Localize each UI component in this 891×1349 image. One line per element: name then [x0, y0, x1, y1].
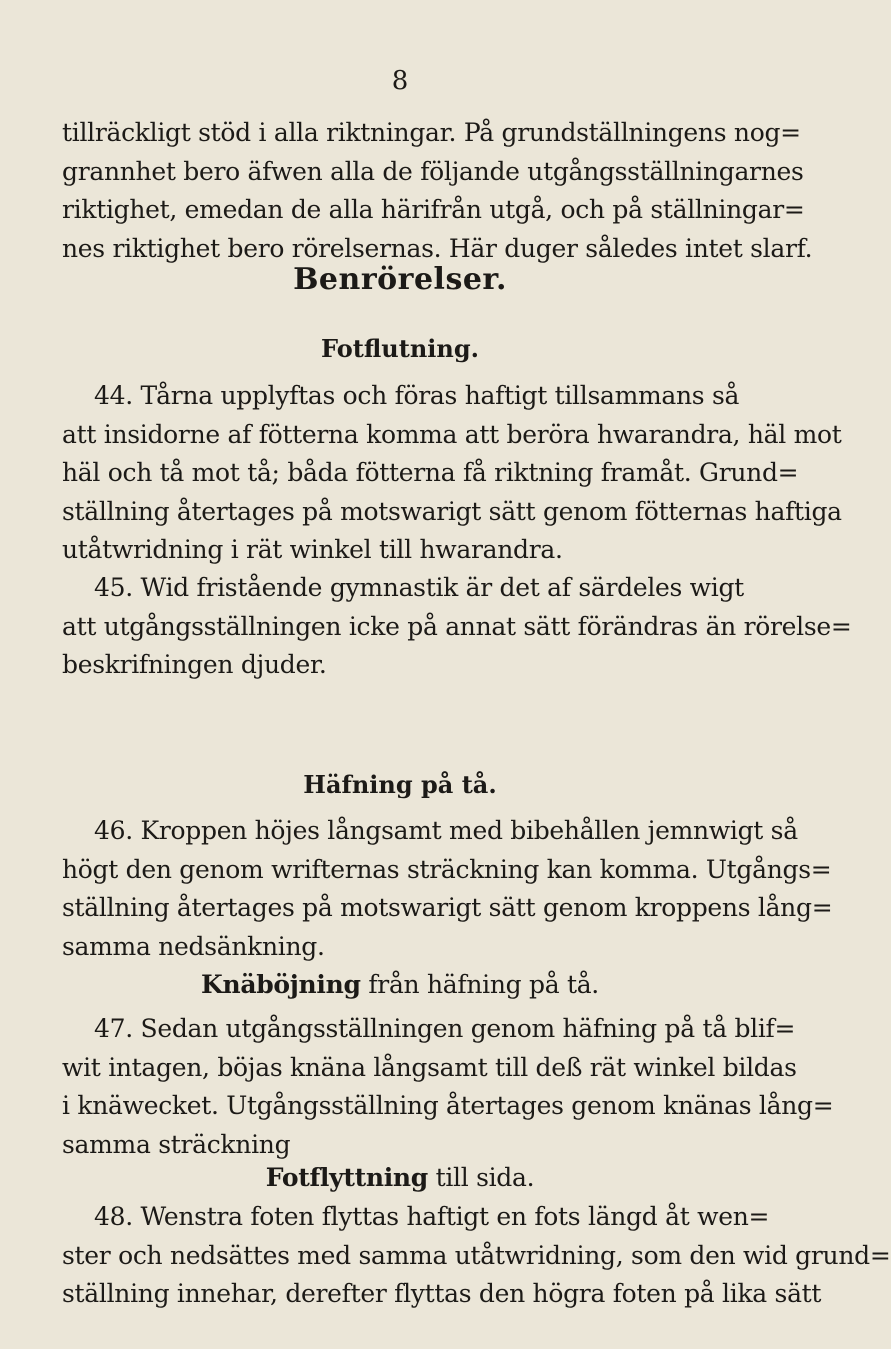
text-line: 45. Wid fristående gymnastik är det af särdeles wigt: [94, 573, 744, 602]
text-line: ställning innehar, derefter flyttas den högra foten på lika sätt: [62, 1279, 822, 1308]
text-line: häl och tå mot tå; båda fötterna få riktning framåt. Grund=: [62, 458, 799, 487]
text-line: utåtwridning i rät winkel till hwarandra.: [62, 535, 563, 564]
text-line: ställning återtages på motswarigt sätt genom kroppens lång=: [62, 893, 833, 922]
paragraph-45: [62, 569, 852, 685]
text-line: att utgångsställningen icke på annat sätt förändras än rörelse=: [62, 611, 852, 641]
section-title: Benrörelser.: [293, 262, 507, 297]
text-line: högt den genom wrifternas sträckning kan komma. Utgångs=: [62, 854, 832, 884]
text-line: wit intagen, böjas knäna långsamt till deß rät winkel bildas: [62, 1052, 797, 1082]
text-line: beskrifningen djuder.: [62, 650, 327, 679]
text-line: i knäwecket. Utgångsställning återtages genom knänas lång=: [62, 1091, 834, 1120]
run-in-rest: från häfning på tå.: [360, 970, 599, 999]
text-line: att insidorne af fötterna komma att beröra hwarandra, häl mot: [62, 419, 842, 449]
text-line: samma nedsänkning.: [62, 931, 325, 961]
run-in-line: [62, 1159, 738, 1198]
text-line: riktighet, emedan de alla härifrån utgå, och på ställningar=: [62, 195, 805, 224]
paragraph-46: [62, 812, 833, 966]
run-in-rest: till sida.: [427, 1163, 535, 1192]
subsection-title: Fotflutning.: [321, 334, 479, 363]
run-in-heading-47: [62, 966, 738, 1005]
page-number: 8: [391, 66, 409, 96]
subsection-title-2: Häfning på tå.: [303, 770, 497, 799]
text-line: ställning återtages på motswarigt sätt genom fötternas haftiga: [62, 496, 842, 526]
text-line: 48. Wenstra foten flyttas haftigt en fots längd åt wen=: [94, 1202, 770, 1231]
text-line: 46. Kroppen höjes långsamt med bibehållen jemnwigt så: [94, 816, 798, 845]
text-line: grannhet bero äfwen alla de följande utgångsställningarnes: [62, 156, 804, 186]
paragraph-48: [62, 1198, 891, 1314]
text-line: samma sträckning: [62, 1129, 291, 1159]
run-in-heading-48: [62, 1159, 738, 1198]
text-line: ster och nedsättes med samma utåtwridning, som den wid grund=: [62, 1240, 891, 1270]
paragraph-44: [62, 377, 842, 570]
text-line: tillräckligt stöd i alla riktningar. På grundställningens nog=: [62, 118, 801, 147]
top-paragraph: [62, 114, 813, 268]
paragraph-47: [62, 1010, 834, 1164]
text-line: 47. Sedan utgångsställningen genom häfning på tå blif=: [94, 1014, 796, 1043]
text-line: 44. Tårna upplyftas och föras haftigt tillsammans så: [94, 381, 740, 410]
text-line: nes riktighet bero rörelsernas. Här duger således intet slarf.: [62, 233, 813, 263]
run-in-bold: Knäböjning: [201, 970, 361, 999]
run-in-line: [62, 966, 738, 1005]
run-in-bold: Fotflyttning: [265, 1163, 428, 1192]
